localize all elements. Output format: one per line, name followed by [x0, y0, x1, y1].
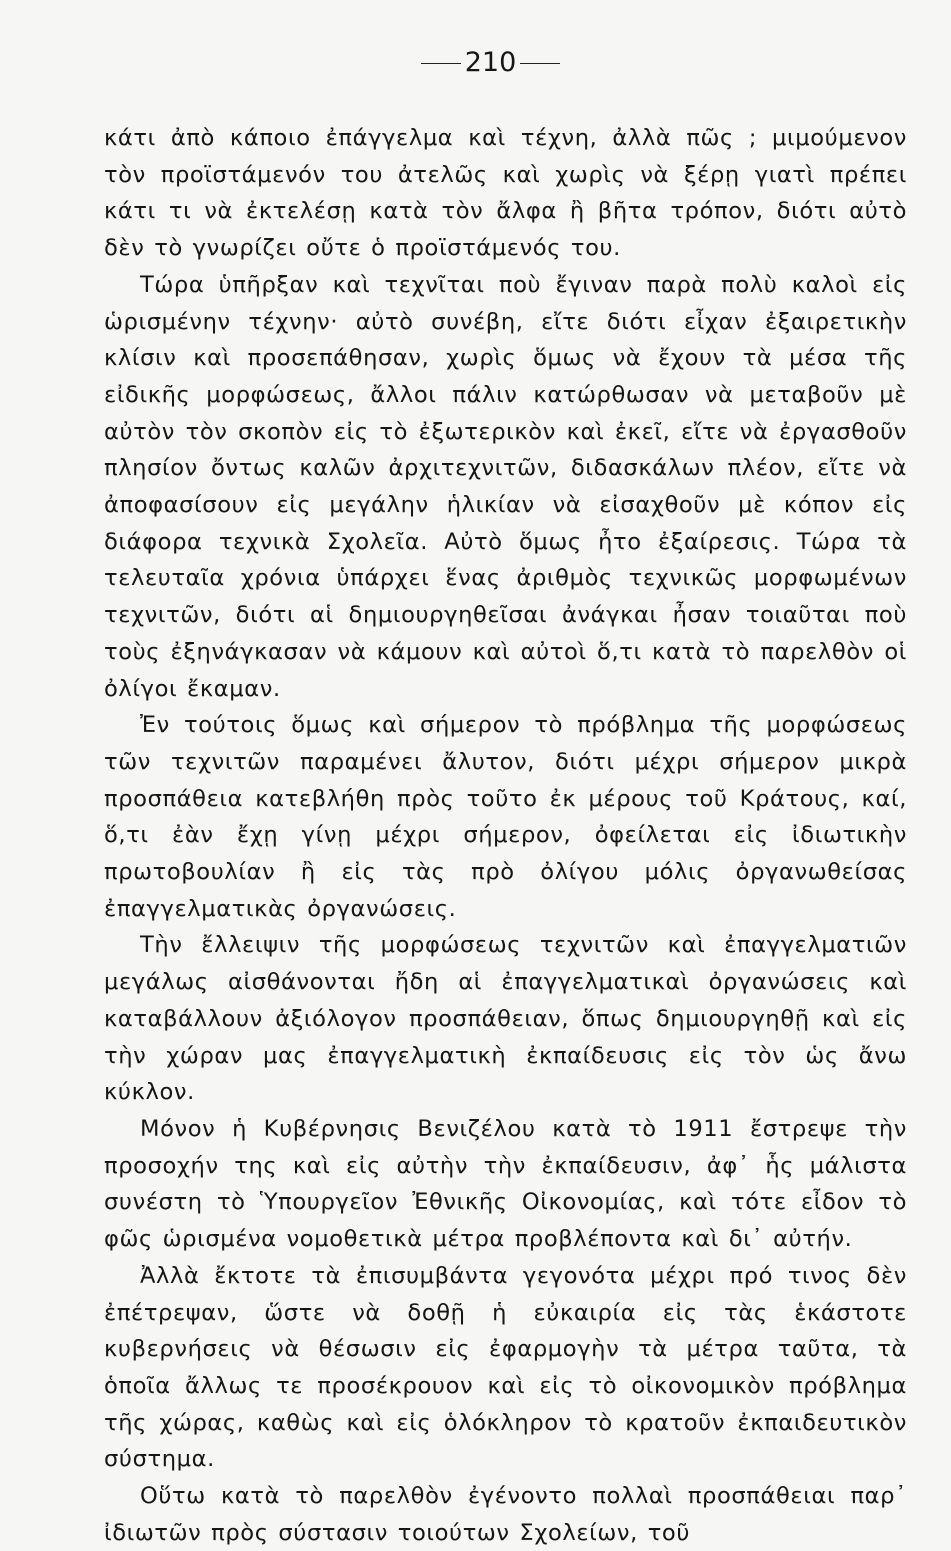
- page-number: 210: [464, 47, 517, 78]
- page-number-header: [104, 46, 907, 80]
- paragraph-6: Ἀλλὰ ἔκτοτε τὰ ἐπισυμβάντα γεγονότα μέχρι πρό τινος δὲν ἐπέτρεψαν, ὥστε νὰ δοθῇ ἡ εὐκαιρία εἰς τὰς ἑκάστοτε κυβερνήσεις νὰ θέσωσιν εἰς ἐφαρμογὴν τὰ μέτρα ταῦτα, τὰ ὁποῖα ἄλλως τε προσέκρουον καὶ εἰς τὸ οἰκονομικὸν πρόβλημα τῆς χώρας, καθὼς καὶ εἰς ὁλόκληρον τὸ κρατοῦν ἐκπαιδευτικὸν σύστημα.: [104, 1262, 907, 1473]
- paragraph-5: Μόνον ἡ Κυβέρνησις Βενιζέλου κατὰ τὸ 1911 ἔστρεψε τὴν προσοχήν της καὶ εἰς αὐτὴν τὴν ἐκπαίδευσιν, ἀφ᾿ ἧς μάλιστα συνέστη τὸ Ὑπουργεῖον Ἐθνικῆς Οἰκονομίας, καὶ τότε εἶδον τὸ φῶς ὡρισμένα νομοθετικὰ μέτρα προβλέποντα καὶ δι᾿ αὐτήν.: [104, 1115, 907, 1253]
- body-text: [104, 120, 907, 1551]
- paragraph-1: κάτι ἀπὸ κάποιο ἐπάγγελμα καὶ τέχνη, ἀλλὰ πῶς ; μιμούμενον τὸν προϊστάμενόν του ἀτελῶς καὶ χωρὶς νὰ ξέρῃ γιατὶ πρέπει κάτι τι νὰ ἐκτελέσῃ κατὰ τὸν ἄλφα ἢ βῆτα τρόπον, διότι αὐτὸ δὲν τὸ γνωρίζει οὔτε ὁ προϊστάμενός του.: [104, 125, 907, 262]
- right-rule: [520, 63, 560, 64]
- paragraph-2: Τώρα ὑπῆρξαν καὶ τεχνῖται ποὺ ἔγιναν παρὰ πολὺ καλοὶ εἰς ὡρισμένην τέχνην· αὐτὸ συνέβη, εἴτε διότι εἶχαν ἐξαιρετικὴν κλίσιν καὶ προσεπάθησαν, χωρὶς ὅμως νὰ ἔχουν τὰ μέσα τῆς εἰδικῆς μορφώσεως, ἄλλοι πάλιν κατώρθωσαν νὰ μεταβοῦν μὲ αὐτὸν τὸν σκοπὸν εἰς τὸ ἐξωτερικὸν καὶ ἐκεῖ, εἴτε νὰ ἐργασθοῦν πλησίον ὄντως καλῶν ἀρχιτεχνιτῶν, διδασκάλων πλέον, εἴτε νὰ ἀποφασίσουν εἰς μεγάλην ἡλικίαν νὰ εἰσαχθοῦν μὲ κόπον εἰς διάφορα τεχνικὰ Σχολεῖα. Αὐτὸ ὅμως ἦτο ἐξαίρεσις. Τώρα τὰ τελευταῖα χρόνια ὑπάρχει ἕνας ἀριθμὸς τεχνικῶς μορφωμένων τεχνιτῶν, διότι αἱ δημιουργηθεῖσαι ἀνάγκαι ἦσαν τοιαῦται ποὺ τοὺς ἐξηνάγκασαν νὰ κάμουν καὶ αὐτοὶ ὅ,τι κατὰ τὸ παρελθὸν οἱ ὀλίγοι ἔκαμαν.: [104, 271, 907, 702]
- paragraph-4: Τὴν ἔλλειψιν τῆς μορφώσεως τεχνιτῶν καὶ ἐπαγγελματιῶν μεγάλως αἰσθάνονται ἤδη αἱ ἐπαγγελματικαὶ ὀργανώσεις καὶ καταβάλλουν ἀξιόλογον προσπάθειαν, ὅπως δημιουργηθῇ καὶ εἰς τὴν χώραν μας ἐπαγγελματικὴ ἐκπαίδευσις εἰς τὸν ὡς ἄνω κύκλον.: [104, 932, 907, 1106]
- paragraph-7: Οὕτω κατὰ τὸ παρελθὸν ἐγένοντο πολλαὶ προσπάθειαι παρ᾿ ἰδιωτῶν πρὸς σύστασιν τοιούτων Σχολείων, τοῦ: [104, 1483, 907, 1546]
- left-rule: [421, 63, 461, 64]
- paragraph-3: Ἐν τούτοις ὅμως καὶ σήμερον τὸ πρόβλημα τῆς μορφώσεως τῶν τεχνιτῶν παραμένει ἄλυτον, διότι μέχρι σήμερον μικρὰ προσπάθεια κατεβλήθη πρὸς τοῦτο ἐκ μέρους τοῦ Κράτους, καί, ὅ,τι ἐὰν ἔχῃ γίνῃ μέχρι σήμερον, ὀφείλεται εἰς ἰδιωτικὴν πρωτοβουλίαν ἢ εἰς τὰς πρὸ ὀλίγου μόλις ὀργανωθείσας ἐπαγγελματικὰς ὀργανώσεις.: [104, 712, 907, 922]
